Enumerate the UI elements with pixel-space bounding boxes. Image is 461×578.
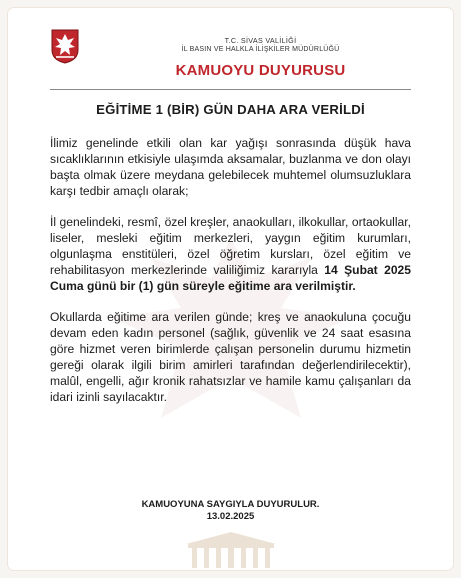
announcement-banner: KAMUOYU DUYURUSU [175,62,346,79]
paragraph-2-emphasis: 14 Şubat 2025 Cuma günü bir (1) gün süreyle eğitime ara verilmiştir. [50,263,411,293]
closing-line: KAMUOYUNA SAYGIYLA DUYURULUR. [141,499,320,510]
announcement-body [50,135,411,420]
letterhead [8,22,453,92]
paragraph-1: İlimiz genelinde etkili olan kar yağışı sonrasında düşük hava sıcaklıklarının etkisiyle ulaşımda aksamalar, buzlanma ve don olayı başta olmak üzere meydana gelebilecek muhtemel olumsuzluklara karşı tedbir amaçlı olarak; [50,136,411,198]
announcement-title: EĞİTİME 1 (BİR) GÜN DAHA ARA VERİLDİ [96,102,365,117]
department-name: İL BASIN VE HALKLA İLİŞKİLER MÜDÜRLÜĞÜ [181,46,340,53]
institution-name: T.C. SİVAS VALİLİĞİ [224,36,297,45]
closing-block [8,499,453,523]
header-divider [50,89,411,90]
announcement-document [8,8,453,570]
paragraph-2 [50,214,411,294]
paragraph-3: Okullarda eğitime ara verilen günde; kreş ve anaokuluna çocuğu devam eden kadın personel (sağlık, güvenlik ve 24 saat esasına göre hizmet veren birimlerde çalışan personelin durumu hizmetin gereği olarak ilgili birim amirleri tarafından değerlendirilecektir), malûl, engelli, ağır kronik rahatsızlar ve hamile kamu çalışanları da idari izinli sayılacaktır. [50,310,411,404]
government-building-icon [176,530,286,570]
paragraph-2-lead: İl genelindeki, resmî, özel kreşler, anaokulları, ilkokullar, ortaokullar, liseler, mesleki eğitim merkezleri, yaygın eğitim kurumları, olgunlaşma enstitüleri, özel öğretim kursları, özel eğitim ve rehabilitasyon merkezlerinde valiliğimiz kararıyla [50,215,411,277]
announcement-date: 13.02.2025 [206,511,255,522]
